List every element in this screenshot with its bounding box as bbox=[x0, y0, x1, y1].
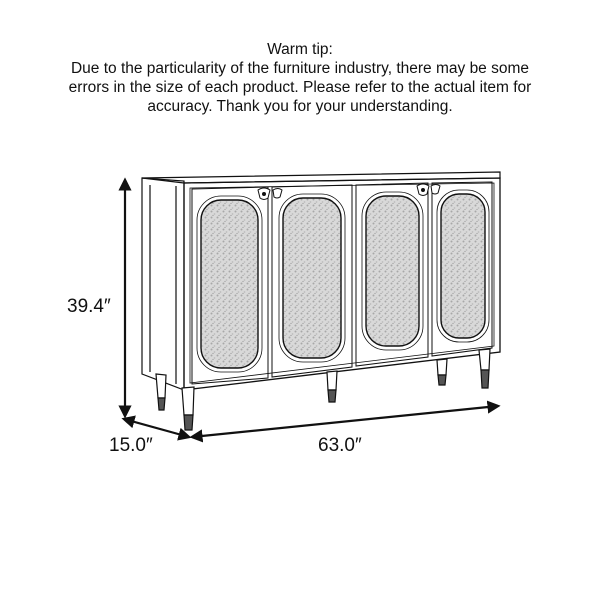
width-dimension-arrow bbox=[192, 406, 498, 437]
door-4 bbox=[432, 182, 492, 356]
door-2 bbox=[272, 185, 352, 377]
leg-back-left bbox=[156, 374, 166, 410]
cabinet-side-panel bbox=[142, 178, 184, 390]
warm-tip-line-2: errors in the size of each product. Please refer to the actual item for bbox=[68, 79, 532, 96]
leg-front-right bbox=[479, 349, 490, 388]
leg-front-left bbox=[182, 387, 194, 430]
leg-back-right bbox=[437, 359, 447, 385]
warm-tip-line-3: accuracy. Thank you for your understanding. bbox=[147, 98, 453, 115]
leg-middle bbox=[327, 371, 337, 402]
door-3 bbox=[356, 183, 428, 366]
width-dimension-label: 63.0″ bbox=[318, 435, 362, 456]
warm-tip-heading: Warm tip: bbox=[267, 41, 333, 58]
depth-dimension-label: 15.0″ bbox=[109, 435, 153, 456]
door-handle-left bbox=[258, 188, 282, 200]
warm-tip-line-1: Due to the particularity of the furniture industry, there may be some bbox=[70, 60, 530, 77]
door-1 bbox=[192, 187, 268, 384]
height-dimension-label: 39.4″ bbox=[67, 296, 111, 317]
